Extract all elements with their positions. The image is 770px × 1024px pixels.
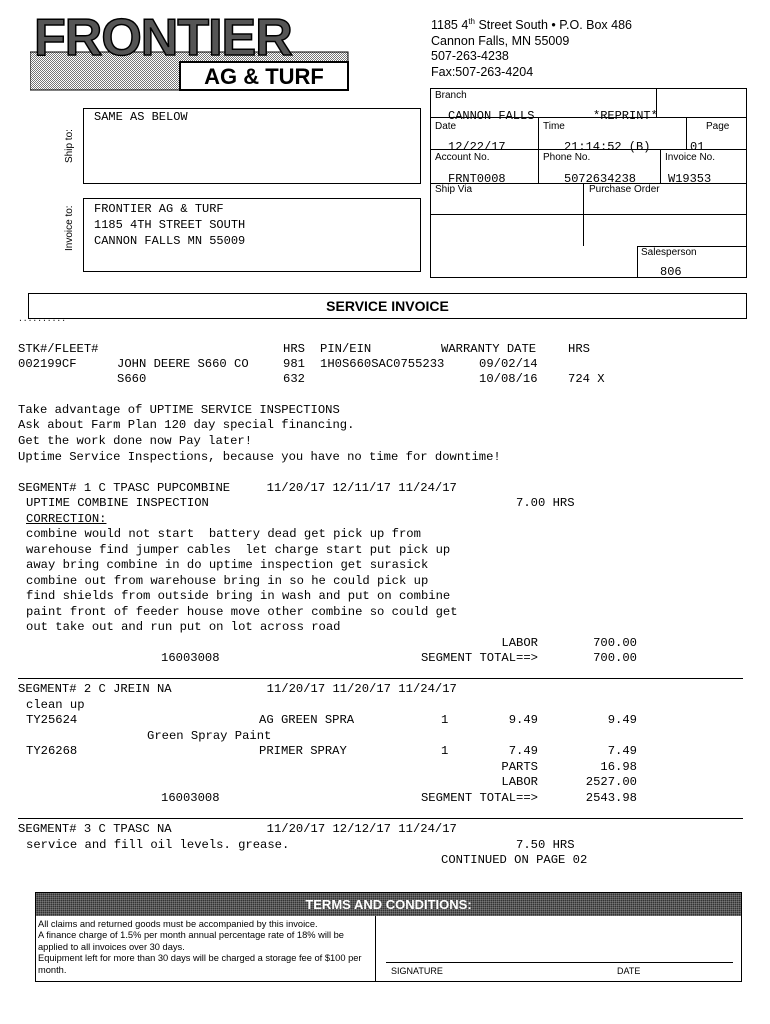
segment2-part1-note: Green Spray Paint — [147, 729, 272, 743]
segment-divider — [18, 818, 743, 819]
date-value: 12/22/17 — [448, 140, 506, 154]
equip-row2-hrs2: 724 X — [568, 372, 605, 386]
invoice-no-label: Invoice No. — [665, 152, 716, 163]
terms-line: Equipment left for more than 30 days will be charged a storage fee of $100 per month. — [38, 953, 362, 975]
equip-row2-hrs: 632 — [283, 372, 305, 386]
address-fax: Fax:507-263-4204 — [431, 64, 534, 79]
equip-header-warranty: WARRANTY DATE — [441, 342, 537, 356]
segment2-part1-price: 9.49 — [508, 713, 538, 727]
segment1-hours: 7.00 HRS — [516, 496, 575, 510]
account-no-label: Account No. — [435, 152, 490, 163]
phone-no-label: Phone No. — [543, 152, 591, 163]
date-signature-label: DATE — [617, 966, 641, 976]
equip-row1-desc: JOHN DEERE S660 CO — [117, 357, 249, 371]
company-logo — [30, 10, 350, 92]
segment2-total-value: 2543.98 — [585, 791, 637, 805]
segment3-hours: 7.50 HRS — [516, 838, 575, 852]
time-label: Time — [543, 121, 565, 132]
purchase-order-label: Purchase Order — [589, 184, 660, 195]
invoice-no-value: W19353 — [668, 172, 712, 186]
promo-line: Ask about Farm Plan 120 day special financing. — [18, 418, 355, 432]
promo-line: Get the work done now Pay later! — [18, 434, 253, 448]
ship-via-label: Ship Via — [435, 184, 473, 195]
page-value: 01 — [690, 140, 705, 154]
terms-text — [38, 919, 373, 976]
equip-row1-pin: 1H0S660SAC0755233 — [320, 357, 445, 371]
terms-line: A finance charge of 1.5% per month annual percentage rate of 18% will be applied to all invoices over 30 days. — [38, 930, 344, 952]
address-street: 1185 4th Street South • P.O. Box 486 — [431, 17, 633, 33]
equip-header-hrs: HRS — [283, 342, 305, 356]
segment2-total-label: SEGMENT TOTAL==> — [420, 791, 538, 805]
equip-header-pin: PIN/EIN — [320, 342, 372, 356]
segment1-title: UPTIME COMBINE INSPECTION — [26, 496, 209, 510]
segment1-text-line: away bring combine in do uptime inspection get surasick — [26, 558, 429, 572]
logo-ag-turf-text: AG & TURF — [204, 64, 324, 89]
segment2-part1-desc: AG GREEN SPRA — [259, 713, 355, 727]
terms-line: All claims and returned goods must be accompanied by this invoice. — [38, 919, 318, 929]
date-label: Date — [435, 121, 457, 132]
reprint-value: *REPRINT* — [593, 109, 658, 123]
segment2-parts-value: 16.98 — [600, 760, 637, 774]
segment2-part2-qty: 1 — [441, 744, 449, 758]
ship-to-label: Ship to: — [64, 129, 75, 163]
segment3-desc: service and fill oil levels. grease. — [26, 838, 290, 852]
segment3-header: SEGMENT# 3 C TPASC NA 11/20/17 12/12/17 11/24/17 — [18, 822, 457, 836]
segment2-part1-ext: 9.49 — [607, 713, 637, 727]
segment2-part2-ext: 7.49 — [607, 744, 637, 758]
equip-row1-warranty: 09/02/14 — [479, 357, 538, 371]
segment1-labor-label: LABOR — [501, 636, 538, 650]
segment1-header: SEGMENT# 1 C TPASC PUPCOMBINE 11/20/17 12/11/17 11/24/17 — [18, 481, 457, 495]
equip-row2-desc: S660 — [117, 372, 147, 386]
segment1-text-line: find shields from outside bring in wash and put on combine — [26, 589, 451, 603]
phone-no-value: 5072634238 — [564, 172, 637, 186]
service-invoice-title: SERVICE INVOICE — [326, 298, 449, 314]
equip-row1-hrs: 981 — [283, 357, 305, 371]
segment2-parts-label: PARTS — [501, 760, 538, 774]
promo-line: Uptime Service Inspections, because you have no time for downtime! — [18, 450, 501, 464]
logo-frontier-text: FRONTIER — [34, 9, 292, 67]
segment3-continued: CONTINUED ON PAGE 02 — [441, 853, 588, 867]
segment2-part1-no: TY25624 — [26, 713, 78, 727]
promo-line: Take advantage of UPTIME SERVICE INSPECTIONS — [18, 403, 340, 417]
segment2-desc: clean up — [26, 698, 85, 712]
branch-label: Branch — [435, 90, 467, 101]
segment1-account: 16003008 — [161, 651, 220, 665]
address-phone: 507-263-4238 — [431, 49, 509, 64]
salesperson-label: Salesperson — [641, 247, 697, 258]
segment1-text-line: paint front of feeder house move other combine so could get — [26, 605, 458, 619]
dotted-rule: .......... — [18, 315, 67, 324]
segment-divider — [18, 678, 743, 679]
segment1-text-line: combine out from warehouse bring in so he could pick up — [26, 574, 429, 588]
address-city: Cannon Falls, MN 55009 — [431, 33, 570, 48]
equip-header-stk: STK#/FLEET# — [18, 342, 99, 356]
invoice-to-line2: 1185 4TH STREET SOUTH — [94, 218, 246, 232]
page-label: Page — [706, 121, 730, 132]
segment2-header: SEGMENT# 2 C JREIN NA 11/20/17 11/20/17 11/24/17 — [18, 682, 457, 696]
segment2-part1-qty: 1 — [441, 713, 449, 727]
segment1-total-label: SEGMENT TOTAL==> — [420, 651, 538, 665]
segment2-part2-price: 7.49 — [508, 744, 538, 758]
segment2-labor-value: 2527.00 — [585, 775, 637, 789]
time-value: 21:14:52 (B) — [564, 140, 651, 154]
segment1-text-line: out take out and run put on lot across road — [26, 620, 341, 634]
account-no-value: FRNT0008 — [448, 172, 506, 186]
segment2-part2-no: TY26268 — [26, 744, 78, 758]
salesperson-value: 806 — [660, 265, 682, 279]
equip-header-hrs2: HRS — [568, 342, 590, 356]
signature-line — [386, 962, 733, 963]
signature-label: SIGNATURE — [391, 966, 443, 976]
segment1-text-line: combine would not start battery dead get pick up from — [26, 527, 421, 541]
segment1-total-value: 700.00 — [593, 651, 637, 665]
segment1-correction-label: CORRECTION: — [26, 512, 107, 526]
invoice-to-line1: FRONTIER AG & TURF — [94, 202, 224, 216]
segment1-labor-value: 700.00 — [593, 636, 637, 650]
ship-to-line1: SAME AS BELOW — [94, 110, 188, 124]
invoice-to-label: Invoice to: — [64, 205, 75, 251]
company-address — [431, 14, 632, 80]
terms-title: TERMS AND CONDITIONS: — [305, 897, 472, 912]
equip-row1-stk: 002199CF — [18, 357, 77, 371]
segment2-account: 16003008 — [161, 791, 220, 805]
branch-value: CANNON FALLS — [448, 109, 535, 123]
segment1-text-line: warehouse find jumper cables let charge start put pick up — [26, 543, 451, 557]
invoice-to-line3: CANNON FALLS MN 55009 — [94, 234, 246, 248]
segment2-part2-desc: PRIMER SPRAY — [259, 744, 347, 758]
segment2-labor-label: LABOR — [501, 775, 538, 789]
equip-row2-warranty: 10/08/16 — [479, 372, 538, 386]
